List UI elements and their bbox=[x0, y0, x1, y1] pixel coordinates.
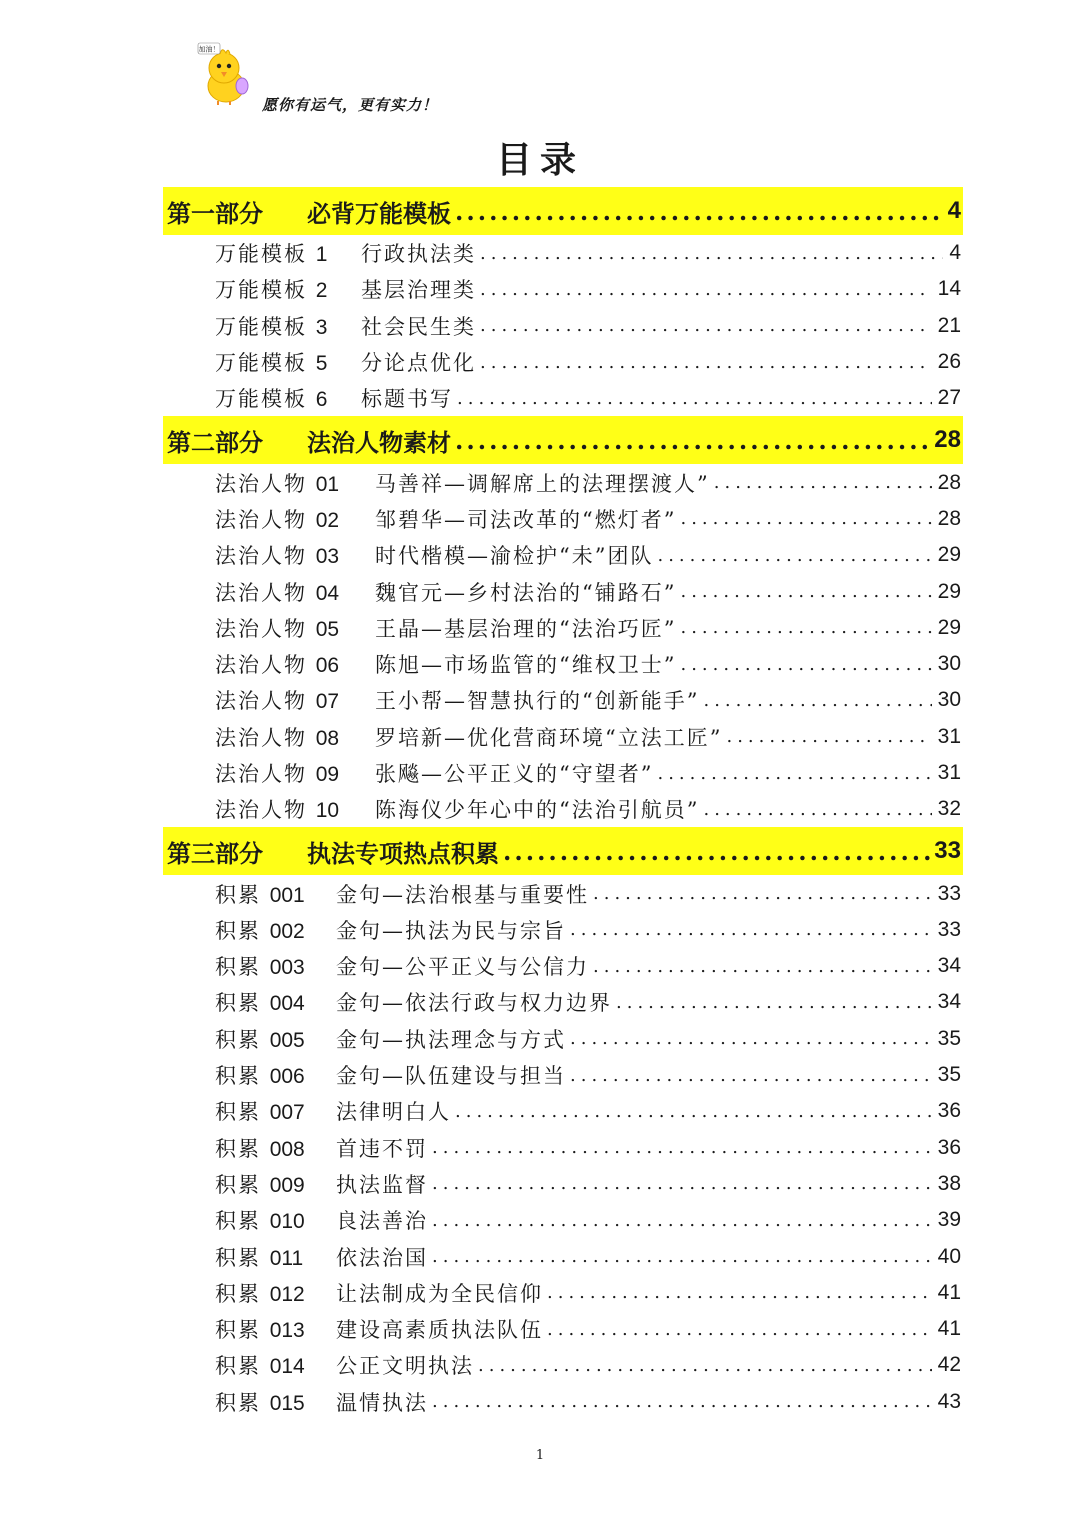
entry-title: 罗培新—优化营商环境“立法工匠” bbox=[375, 725, 723, 750]
toc-entry[interactable] bbox=[163, 537, 963, 573]
entry-label: 积累 015 bbox=[215, 1390, 305, 1415]
toc-entry[interactable] bbox=[163, 1021, 963, 1057]
toc-entry[interactable] bbox=[163, 464, 963, 500]
toc-entry[interactable] bbox=[163, 791, 963, 827]
toc-entry[interactable] bbox=[163, 682, 963, 718]
entry-page: 31 bbox=[937, 761, 961, 784]
dot-leader bbox=[566, 1065, 932, 1086]
entry-label: 法治人物 01 bbox=[215, 471, 340, 496]
page-number: 1 bbox=[535, 1448, 545, 1463]
entry-label: 万能模板 5 bbox=[215, 351, 328, 376]
header-motto: 愿你有运气，更有实力！ bbox=[262, 96, 439, 114]
dot-leader bbox=[676, 654, 931, 675]
dot-leader bbox=[722, 726, 931, 747]
dot-leader bbox=[699, 690, 931, 711]
toc-entry[interactable] bbox=[163, 1347, 963, 1383]
toc-entry[interactable] bbox=[163, 875, 963, 911]
entry-title: 金句—队伍建设与担当 bbox=[336, 1064, 566, 1089]
dot-leader bbox=[428, 1210, 932, 1231]
entry-title: 张飚—公平正义的“守望者” bbox=[375, 762, 654, 786]
entry-page: 39 bbox=[937, 1208, 961, 1232]
entry-page: 33 bbox=[937, 917, 961, 941]
dot-leader bbox=[589, 883, 932, 904]
toc-entry[interactable] bbox=[163, 1384, 963, 1420]
entry-page: 40 bbox=[937, 1244, 961, 1268]
entry-page: 32 bbox=[937, 797, 961, 821]
dot-leader bbox=[451, 1101, 932, 1122]
toc-section-2[interactable] bbox=[163, 416, 963, 464]
dot-leader bbox=[476, 243, 943, 264]
entry-title: 公正文明执法 bbox=[336, 1354, 474, 1379]
entry-title: 标题书写 bbox=[361, 387, 453, 412]
dot-leader bbox=[451, 426, 930, 455]
entry-title: 王晶—基层治理的“法治巧匠” bbox=[375, 616, 677, 641]
entry-page: 4 bbox=[949, 241, 961, 265]
dot-leader bbox=[428, 1137, 932, 1158]
entry-title: 分论点优化 bbox=[361, 351, 476, 376]
entry-title: 魏官元—乡村法治的“铺路石” bbox=[375, 580, 677, 605]
entry-title: 基层治理类 bbox=[361, 278, 476, 303]
entry-page: 42 bbox=[937, 1353, 961, 1377]
entry-page: 29 bbox=[937, 579, 961, 603]
entry-page: 27 bbox=[937, 386, 961, 410]
entry-title: 首违不罚 bbox=[336, 1136, 428, 1161]
section-page: 28 bbox=[934, 426, 961, 454]
entry-page: 28 bbox=[937, 470, 961, 494]
section-title: 法治人物素材 bbox=[307, 427, 451, 457]
toc-entry[interactable] bbox=[163, 1057, 963, 1093]
toc-entry[interactable] bbox=[163, 1238, 963, 1274]
toc-entry[interactable] bbox=[163, 1093, 963, 1129]
entry-label: 积累 002 bbox=[215, 918, 305, 943]
entry-label: 法治人物 04 bbox=[215, 580, 340, 605]
dot-leader bbox=[476, 315, 932, 336]
toc-section-3[interactable] bbox=[163, 827, 963, 875]
toc-entry[interactable] bbox=[163, 948, 963, 984]
entry-label: 积累 008 bbox=[215, 1136, 305, 1161]
entry-page: 28 bbox=[937, 506, 961, 530]
toc-entry[interactable] bbox=[163, 573, 963, 609]
dot-leader bbox=[653, 545, 931, 566]
entry-page: 33 bbox=[937, 881, 961, 905]
dot-leader bbox=[612, 992, 932, 1013]
entry-page: 35 bbox=[937, 1063, 961, 1087]
entry-page: 36 bbox=[937, 1135, 961, 1159]
entry-title: 邹碧华—司法改革的“燃灯者” bbox=[375, 507, 677, 532]
section-number: 第二部分 bbox=[167, 427, 263, 457]
entry-label: 积累 003 bbox=[215, 955, 305, 980]
entry-title: 金句—执法为民与宗旨 bbox=[336, 918, 566, 943]
entry-page: 30 bbox=[937, 688, 961, 712]
dot-leader bbox=[476, 352, 932, 373]
entry-label: 法治人物 07 bbox=[215, 689, 340, 714]
entry-page: 14 bbox=[937, 277, 961, 301]
section-title: 执法专项热点积累 bbox=[307, 838, 499, 868]
entry-label: 法治人物 10 bbox=[215, 798, 340, 823]
entry-page: 35 bbox=[937, 1026, 961, 1050]
entry-label: 万能模板 3 bbox=[215, 314, 328, 339]
toc-entry[interactable] bbox=[163, 235, 963, 271]
dot-leader bbox=[476, 279, 932, 300]
entry-page: 26 bbox=[937, 350, 961, 374]
entry-title: 让法制成为全民信仰 bbox=[336, 1281, 543, 1306]
entry-label: 法治人物 09 bbox=[215, 762, 340, 786]
entry-title: 建设高素质执法队伍 bbox=[336, 1318, 543, 1343]
entry-title: 马善祥—调解席上的法理摆渡人” bbox=[375, 471, 710, 496]
toc-entry[interactable] bbox=[163, 1202, 963, 1238]
dot-leader bbox=[543, 1319, 932, 1340]
entry-page: 43 bbox=[937, 1389, 961, 1413]
entry-title: 金句—法治根基与重要性 bbox=[336, 882, 589, 907]
section-number: 第一部分 bbox=[167, 198, 263, 228]
entry-label: 法治人物 08 bbox=[215, 725, 340, 750]
entry-label: 万能模板 6 bbox=[215, 387, 328, 412]
page-title: 目录 bbox=[495, 139, 584, 181]
toc-entry[interactable] bbox=[163, 308, 963, 344]
entry-page: 29 bbox=[937, 543, 961, 567]
section-page: 33 bbox=[934, 837, 961, 865]
entry-label: 积累 006 bbox=[215, 1064, 305, 1089]
entry-page: 34 bbox=[937, 954, 961, 978]
entry-title: 法律明白人 bbox=[336, 1100, 451, 1125]
toc-entry[interactable] bbox=[163, 1275, 963, 1311]
entry-page: 36 bbox=[937, 1099, 961, 1123]
dot-leader bbox=[543, 1282, 932, 1303]
entry-label: 法治人物 05 bbox=[215, 616, 340, 641]
toc-entry[interactable] bbox=[163, 719, 963, 755]
dot-leader bbox=[451, 197, 944, 226]
entry-page: 34 bbox=[937, 990, 961, 1014]
entry-label: 积累 012 bbox=[215, 1281, 305, 1306]
entry-page: 41 bbox=[937, 1280, 961, 1304]
dot-leader bbox=[566, 1028, 932, 1049]
toc-entry[interactable] bbox=[163, 984, 963, 1020]
toc-entry[interactable] bbox=[163, 1311, 963, 1347]
dot-leader bbox=[566, 919, 932, 940]
entry-title: 陈旭—市场监管的“维权卫士” bbox=[375, 653, 677, 678]
toc-entry[interactable] bbox=[163, 380, 963, 416]
entry-label: 积累 009 bbox=[215, 1172, 305, 1197]
entry-label: 积累 010 bbox=[215, 1209, 305, 1234]
entry-title: 陈海仪少年心中的“法治引航员” bbox=[375, 798, 700, 823]
dot-leader bbox=[676, 581, 931, 602]
toc-entry[interactable] bbox=[163, 1130, 963, 1166]
dot-leader bbox=[676, 508, 931, 529]
entry-label: 积累 005 bbox=[215, 1027, 305, 1052]
dot-leader bbox=[589, 956, 932, 977]
entry-title: 社会民生类 bbox=[361, 314, 476, 339]
dot-leader bbox=[710, 472, 932, 493]
entry-page: 29 bbox=[937, 615, 961, 639]
logo-text: 加油！ bbox=[198, 45, 220, 54]
entry-page: 30 bbox=[937, 652, 961, 676]
dot-leader bbox=[499, 837, 930, 866]
entry-title: 依法治国 bbox=[336, 1245, 428, 1270]
entry-label: 法治人物 03 bbox=[215, 544, 340, 569]
entry-label: 积累 011 bbox=[215, 1245, 304, 1270]
entry-label: 积累 007 bbox=[215, 1100, 305, 1125]
dot-leader bbox=[474, 1355, 932, 1376]
entry-page: 21 bbox=[937, 313, 961, 337]
entry-label: 万能模板 1 bbox=[215, 242, 328, 267]
entry-title: 行政执法类 bbox=[361, 242, 476, 267]
entry-title: 执法监督 bbox=[336, 1172, 428, 1197]
section-number: 第三部分 bbox=[167, 838, 263, 868]
entry-title: 金句—执法理念与方式 bbox=[336, 1027, 566, 1052]
toc-entry[interactable] bbox=[163, 610, 963, 646]
entry-title: 良法善治 bbox=[336, 1209, 428, 1234]
toc-section-1[interactable] bbox=[163, 187, 963, 235]
entry-title: 金句—公平正义与公信力 bbox=[336, 955, 589, 980]
entry-label: 法治人物 06 bbox=[215, 653, 340, 678]
entry-label: 积累 014 bbox=[215, 1354, 305, 1379]
dot-leader bbox=[428, 1246, 932, 1267]
entry-title: 金句—依法行政与权力边界 bbox=[336, 991, 612, 1016]
entry-page: 41 bbox=[937, 1317, 961, 1341]
dot-leader bbox=[428, 1391, 932, 1412]
dot-leader bbox=[676, 617, 931, 638]
toc-entry[interactable] bbox=[163, 755, 963, 791]
toc-entry[interactable] bbox=[163, 501, 963, 537]
dot-leader bbox=[453, 388, 932, 409]
entry-title: 王小帮—智慧执行的“创新能手” bbox=[375, 689, 700, 714]
entry-label: 法治人物 02 bbox=[215, 507, 340, 532]
chick-mascot-icon bbox=[196, 40, 258, 106]
entry-page: 38 bbox=[937, 1171, 961, 1195]
entry-label: 积累 013 bbox=[215, 1318, 305, 1343]
entry-label: 积累 001 bbox=[215, 882, 305, 907]
dot-leader bbox=[653, 763, 931, 784]
section-title: 必背万能模板 bbox=[307, 198, 451, 228]
entry-title: 温情执法 bbox=[336, 1390, 428, 1415]
toc-entry[interactable] bbox=[163, 1166, 963, 1202]
entry-label: 万能模板 2 bbox=[215, 278, 328, 303]
dot-leader bbox=[428, 1173, 932, 1194]
dot-leader bbox=[699, 799, 931, 820]
entry-label: 积累 004 bbox=[215, 991, 305, 1016]
entry-page: 31 bbox=[937, 724, 961, 748]
entry-title: 时代楷模—渝检护“未”团队 bbox=[375, 544, 654, 569]
toc-entry[interactable] bbox=[163, 912, 963, 948]
section-page: 4 bbox=[947, 197, 961, 224]
table-of-contents bbox=[163, 187, 963, 1420]
toc-entry[interactable] bbox=[163, 646, 963, 682]
toc-entry[interactable] bbox=[163, 271, 963, 307]
toc-entry[interactable] bbox=[163, 344, 963, 380]
